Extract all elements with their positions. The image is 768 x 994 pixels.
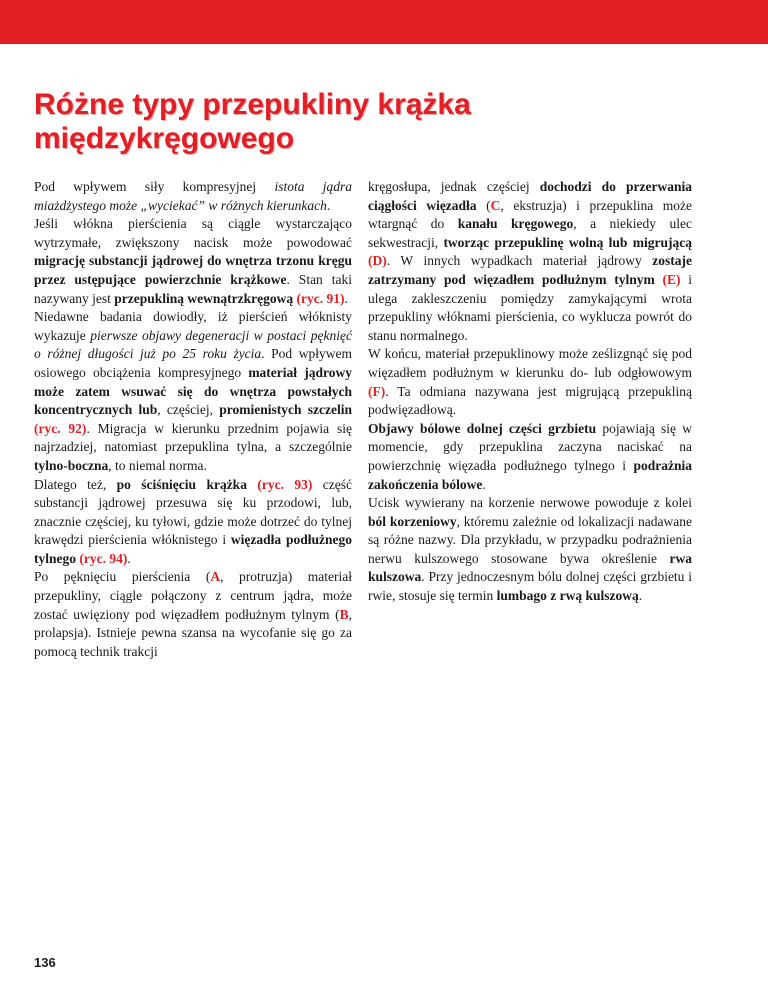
paragraph: Ucisk wywierany na korzenie nerwowe powoduje z kolei ból korzeniowy, któremu zależnie od lokalizacji nadawane są różne nazwy. Dla przykładu, w przypadku podrażnienia nerwu kulszowego stosowane bywa określenie rwa kulszowa. Przy jednoczesnym bólu dolnej części grzbietu i rwie, stosuje się termin lumbago z rwą kulszową. xyxy=(368,495,692,604)
title-line-2: międzykręgowego xyxy=(34,122,295,155)
left-column xyxy=(34,178,352,661)
paragraph: kręgosłupa, jednak częściej dochodzi do przerwania ciągłości więzadła (C, ekstruzja) i przepuklina może wtargnąć do kanału kręgowego, a niekiedy ulec sekwestracji, tworząc przepuklinę wolną lub migrującą (D). W innych wypadkach materiał jądrowy zostaje zatrzymany pod więzadłem podłużnym tylnym (E) i ulega zakleszczeniu pomiędzy zamykającymi wrota przepukliny włóknami pierścienia, co wyklucza powrót do stanu normalnego. xyxy=(368,179,692,343)
figure-letter: A xyxy=(210,569,221,585)
paragraph: Pod wpływem siły kompresyjnej istota jądra miażdżystego może „wyciekać” w różnych kierunkach. xyxy=(34,179,352,213)
page-title xyxy=(34,88,634,156)
paragraph: Po pęknięciu pierścienia (A, protruzja) materiał przepukliny, ciągle połączony z centrum jądra, może zostać uwięziony pod więzadłem podłużnym tylnym (B, prolapsja). Istnieje pewna szansa na wycofanie się go za pomocą technik trakcji xyxy=(34,569,353,659)
figure-letter: B xyxy=(339,606,349,622)
figure-reference: (F) xyxy=(368,383,386,399)
figure-reference: (ryc. 92) xyxy=(34,420,87,436)
paragraph: Dlatego też, po ściśnięciu krążka (ryc. 93) część substancji jądrowej przesuwa się ku przodowi, lub, znacznie częściej, ku tyłowi, gdzie może dotrzeć do tylnej krawędzi pierścienia włóknistego i więzadła podłużnego tylnego (ryc. 94). xyxy=(34,476,352,566)
paragraph: Jeśli włókna pierścienia są ciągle wystarczająco wytrzymałe, zwiększony nacisk może powodować migrację substancji jądrowej do wnętrza trzonu kręgu przez ustępujące powierzchnie krążkowe. Stan taki nazywany jest przepukliną wewnątrzkręgową (ryc. 91). xyxy=(34,216,352,306)
paragraph: W końcu, materiał przepuklinowy może ześlizgnąć się pod więzadłem podłużnym w kierunku do- lub odgłowowym (F). Ta odmiana nazywana jest migrującą przepukliną podwięzadłową. xyxy=(368,346,692,418)
page-number: 136 xyxy=(34,955,56,970)
paragraph: Objawy bólowe dolnej części grzbietu pojawiają się w momencie, gdy przepuklina zaczyna naciskać na powierzchnię więzadła podłużnego tylnego i podrażnia zakończenia bólowe. xyxy=(368,420,692,492)
figure-reference: (ryc. 91) xyxy=(296,290,345,306)
paragraph: Niedawne badania dowiodły, iż pierścień włóknisty wykazuje pierwsze objawy degeneracji w postaci pęknięć o różnej długości już po 25 roku życia. Pod wpływem osiowego obciążenia kompresyjnego materiał jądrowy może zatem wsuwać się do wnętrza powstałych koncentrycznych lub, częściej, promienistych szczelin (ryc. 92). Migracja w kierunku przednim pojawia się najrzadziej, natomiast przepuklina tylna, a szczególnie tylno-boczna, to niemal norma. xyxy=(34,309,353,473)
figure-reference: (ryc. 94) xyxy=(79,550,128,566)
figure-reference: (E) xyxy=(662,271,681,287)
title-line-1: Różne typy przepukliny krążka xyxy=(34,88,471,121)
figure-reference: (D) xyxy=(368,253,387,269)
top-color-bar xyxy=(0,0,768,44)
figure-reference: (ryc. 93) xyxy=(257,476,313,492)
right-column xyxy=(368,178,692,606)
figure-letter: C xyxy=(490,197,501,213)
